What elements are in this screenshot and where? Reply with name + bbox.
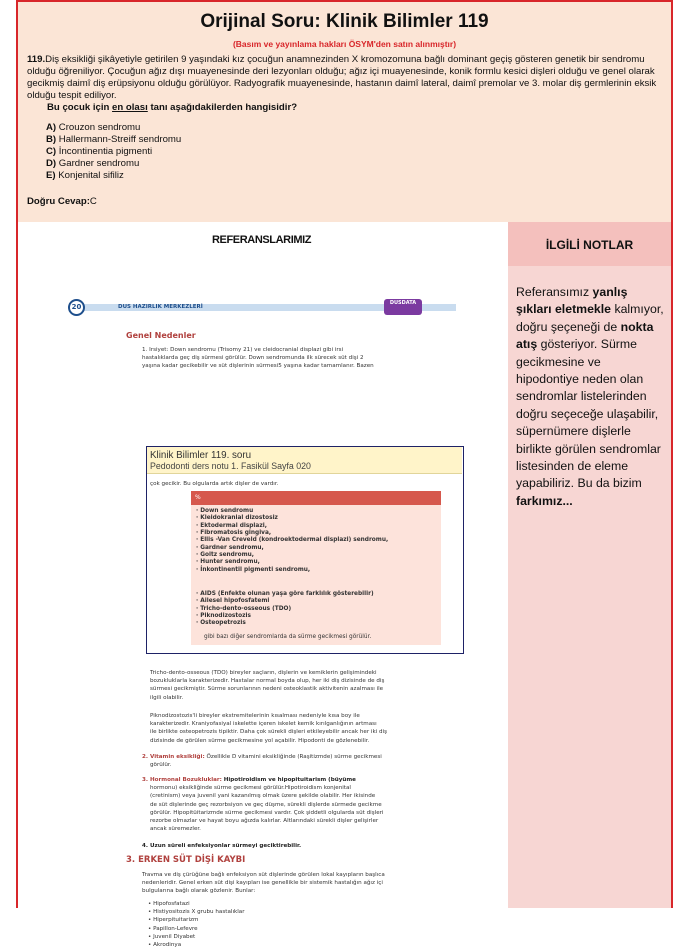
scanned-page <box>62 298 478 949</box>
page-number-badge: 20 <box>68 299 85 316</box>
scan-section-erken: 3. ERKEN SÜT DİŞİ KAYBI <box>126 855 246 865</box>
overlay-subtitle: Pedodonti ders notu 1. Fasikül Sayfa 020 <box>150 461 311 471</box>
scan-list-c-item: • Hipofosfatazi <box>148 901 190 907</box>
option-b: B) Hallermann-Streiff sendromu <box>46 134 182 145</box>
option-c: C) İncontinentia pigmenti <box>46 146 153 157</box>
references-title: REFERANSLARIMIZ <box>212 234 312 246</box>
scan-list-c-item: • Juvenil Diyabet <box>148 933 196 940</box>
syndrome-box <box>191 491 441 645</box>
references-panel <box>18 222 508 949</box>
page-frame <box>16 0 673 949</box>
correct-answer: Doğru Cevap:C <box>27 196 97 207</box>
scan-item3: 3. Hormonal Bozukluklar: Hipotiroidism ve hipopituitarism (büyüme hormonu) eksikliğinde sürme gecikmesi görülür.Hipotiroidism konjenital (cretinism) veya juvenil yani kazanılmış olmak üzere şekilde olabilir. Her ikisinde de süt dişlerinde geç rezorbsiyon ve geç düşme, sürekli dişlerde sürmede gecikme görülür. Hipopitüitarizmde sürme gecikmesi vardır. Çok şiddetli olgularda süt dişleri rezorbe olmazlar ve hayat boyu ağızda kalırlar. Altlarındaki sürekli dişler gelişirler ancak süremezler. <box>142 777 384 833</box>
question-ask <box>27 102 663 114</box>
notes-title: İLGİLİ NOTLAR <box>545 238 634 252</box>
question-body: Diş eksikliği şikâyetiyle getirilen 9 yaşındaki kız çocuğun anamnezinden X kromozomuna bağlı dominant geçiş gösteren genetik bir sendromu olduğu öğreniliyor. Çocuğun ağız dışı muayenesinde deri lezyonları olduğu; ağız içi muayenesinde, konik formlu kesici dişleri olduğu ve genel olarak gecikmiş daimî diş erüpsiyonu olduğu görülüyor. Radyografik muayenesinde, hastanın daimî lateral, daimî premolar ve 3. molar diş germlerinin eksik olduğu tespit ediliyor. <box>27 54 657 101</box>
scan-list-c-item: • Hiperpituitarizm <box>148 917 199 924</box>
scan-list-c-item: • Histiyositozis X grubu hastalıklar <box>148 909 245 916</box>
notes-panel <box>508 222 671 908</box>
option-a: A) Crouzon sendromu <box>46 122 141 133</box>
scan-erken-paragraph: Travma ve diş çürüğüne bağlı enfeksiyon süt dişlerinde görülen lokal kayıpların başlıca nedenleridir. Genel erken süt dişi kayıpları ise genellikle bir sistemik hastalığın ağız içi bulgularına bağlı olarak gözlenir. Bunlar: <box>142 872 385 895</box>
scan-tdo-paragraph: Tricho-dento-osseous (TDO) bireyler saçların, dişlerin ve kemiklerin gelişimindeki bozukluklarla karakterizedir. Hastalar normal boyda olup, her iki diş dizisinde de diş sürmesi gecikmiştir. Sürme sorunlarının nedeni osteoklastik aktivitenin azalması ile ilgili olabilir. <box>150 670 385 701</box>
ask-underlined: en olası <box>112 101 148 113</box>
syndrome-list-b: · AIDS (Enfekte olunan yaşa göre farklılık gösterebilir) · Ailesel hipofosfatemi · Tricho-dento-osseous (TDO) · Piknodizostozis · Osteopetrozis <box>196 591 374 627</box>
question-panel <box>18 2 671 222</box>
reference-overlay <box>146 446 464 654</box>
scan-header <box>62 298 478 316</box>
scan-list-c-item: • Akrodinya <box>148 942 182 949</box>
page-title: Orijinal Soru: Klinik Bilimler 119 <box>200 11 489 32</box>
overlay-title: Klinik Bilimler 119. soru <box>150 450 252 461</box>
overlay-header <box>147 447 462 474</box>
scan-list-c-item: • Papillon-Lefevre <box>148 925 198 932</box>
question-text <box>27 54 663 114</box>
options-list <box>46 122 181 182</box>
syndrome-box-header: % <box>191 491 441 505</box>
scan-item4: 4. Uzun süreli enfeksiyonlar sürmeyi geciktirebilir. <box>142 843 302 849</box>
scan-list-c <box>148 900 448 949</box>
syndrome-list-a: · Down sendromu · Kleidokranial dizostosiz · Ektodermal displazi, · Fibromatosis gingiva, · Ellis -Van Creveld (kondroektodermal displazi) sendromu, · Gardner sendromu, · Goltz sendromu, · Hunter sendromu, · İnkontinentil pigmenti sendromu, <box>196 508 389 573</box>
ask-after: tanı aşağıdakilerden hangisidir? <box>147 101 298 113</box>
overlay-text-line: çok gecikir. Bu olgularda artık dişler de vardır. <box>150 481 279 487</box>
question-number: 119. <box>27 54 46 65</box>
scan-item1: 1. Irsiyet: Down sendromu (Trisomy 21) ve cleidocranial displazi gibi irsi hastalıklarda geç diş sürmesi görülür. Down sendromunda ilk sürecek süt dişi 2 yaşına kadar gecikebilir ve süt dişlerinin sürmesi5 yaşına kadar tamamlanır. Bazen <box>142 347 374 370</box>
option-e: E) Konjenital sifiliz <box>46 170 124 181</box>
publisher-logo: DUSDATA <box>384 299 422 315</box>
notes-text: Referansımız yanlış şıkları eletmekle kalmıyor, doğru şeçeneği de nokta atış gösteriyor. Sürme gecikmesine ve hipodontiye neden olan sendromlar listelerinden doğru seçeceğe ulaşabilir, süpernümere dişlerle birlikte görülen sendromlar listesinden de eleme yapabiliriz. Bu da bizim farkımız... <box>516 285 664 508</box>
ask-before: Bu çocuk için <box>47 101 113 113</box>
scan-section-genel: Genel Nedenler <box>126 331 196 340</box>
scan-item2: 2. Vitamin eksikliği: Özellikle D vitamini eksikliğinde (Raşitizmde) sürme gecikmesi görülür. <box>142 754 382 769</box>
option-d: D) Gardner sendromu <box>46 158 140 169</box>
scan-pikno-paragraph: Piknodizostozis'li bireyler ekstremitelerinin kısalması nedeniyle kısa boy ile karakterizedir. Kraniyofasiyal iskelette içeren iskelet kemik kırılganlığının artması ile birlikte osteopetrozis tipiktir. Daha çok sürekli dişleri etkileyebilir ancak her iki diş dizisinde de görülen sürme gecikmesine yol açabilir. Hipodonti de gözlenebilir. <box>150 713 388 744</box>
copyright-note: (Basım ve yayınlama hakları ÖSYM'den satın alınmıştır) <box>232 39 457 49</box>
scan-header-text: DUS HAZIRLIK MERKEZLERİ <box>118 304 203 310</box>
syndrome-note: gibi bazı diğer sendromlarda da sürme gecikmesi görülür. <box>204 634 372 640</box>
